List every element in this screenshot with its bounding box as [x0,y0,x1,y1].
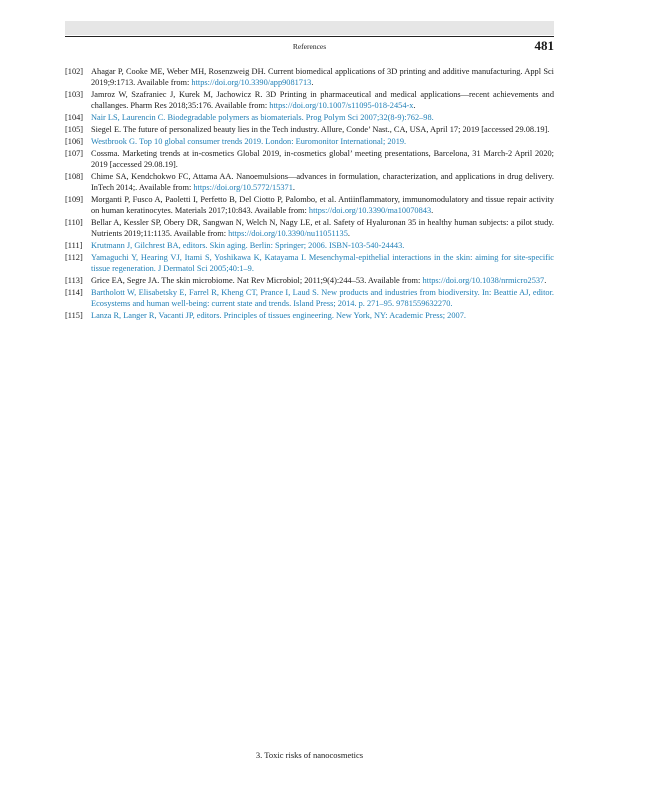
reference-item [65,310,554,321]
reference-tail: . [413,101,416,111]
reference-citation: Grice EA, Segre JA. The skin microbiome. Nat Rev Microbiol; 2011;9(4):244–53. Available from: [91,275,423,285]
reference-item [65,240,554,251]
reference-citation: Ahagar P, Cooke ME, Weber MH, Rosenzweig DH. Current biomedical applications of 3D printing and additive manufacturing. Appl Sci 2019;9:1713. Available from: [91,67,554,88]
reference-item [65,136,554,147]
reference-text [91,240,554,251]
reference-item [65,171,554,194]
chapter-footer: 3. Toxic risks of nanocosmetics [255,750,364,760]
header-bar [65,21,554,35]
reference-item [65,112,554,123]
reference-citation: Siegel E. The future of personalized beauty lies in the Tech industry. Allure, Conde’ Nast., CA, USA, April 17; 2019 [accessed 29.08.19]. [91,124,550,134]
reference-citation-link[interactable]: Nair LS, Laurencin C. Biodegradable polymers as biomaterials. Prog Polym Sci 2007;32(8-9):762–98. [91,113,434,123]
reference-number: [104] [65,113,84,123]
running-head [65,40,554,54]
reference-number: [110] [65,217,83,227]
reference-tail: . [544,275,547,285]
reference-number: [106] [65,136,84,146]
reference-item [65,252,554,275]
reference-text [91,112,554,123]
running-head-title: References [292,42,327,51]
reference-citation: Jamroz W, Szafraniec J, Kurek M, Jachowicz R. 3D Printing in pharmaceutical and medical applications—recent achievements and challanges. Pharm Res 2018;35:176. Available from: [91,90,554,111]
reference-doi-link[interactable]: https://doi.org/10.5772/15371 [193,182,293,192]
reference-citation-link[interactable]: Bartholott W, Elisabetsky E, Farrel R, Kheng CT, Prance I, Laud S. New products and industries from biodiversity. In: Beattie AJ, editor. Ecosystems and human well-being: current state and trends. Island Press; 2014. p. 271–95. 9781559632270. [91,287,554,308]
reference-text [91,194,554,217]
reference-doi-link[interactable]: https://doi.org/10.3390/ma10070843 [308,206,432,216]
reference-number: [112] [65,252,83,262]
reference-number: [111] [65,240,83,250]
reference-citation: Chime SA, Kendchokwo FC, Attama AA. Nanoemulsions—advances in formulation, characterization, and applications in drug delivery. InTech 2014;. Available from: [91,171,554,192]
reference-tail: . [292,182,295,192]
reference-number: [114] [65,287,83,297]
reference-doi-link[interactable]: https://doi.org/10.1007/s11095-018-2454-x [269,101,414,111]
reference-text [91,252,554,275]
reference-tail: . [311,78,314,88]
reference-item [65,194,554,217]
reference-citation-link[interactable]: Krutmann J, Gilchrest BA, editors. Skin aging. Berlin: Springer; 2006. ISBN-103-540-24443. [91,240,405,250]
reference-text [91,171,554,194]
page-number: 481 [534,38,554,53]
reference-number: [107] [65,148,84,158]
reference-citation-link[interactable]: Westbrook G. Top 10 global consumer trends 2019. London: Euromonitor International; 2019. [91,136,407,146]
reference-text [91,89,554,112]
reference-text [91,217,554,240]
reference-item [65,66,554,89]
reference-citation-link[interactable]: Yamaguchi Y, Hearing VJ, Itami S, Yoshikawa K, Katayama I. Mesenchymal-epithelial interactions in the skin: aiming for site-specific tissue regeneration. J Dermatol Sci 2005;40:1–9. [91,252,554,274]
reference-citation: Cossma. Marketing trends at in-cosmetics Global 2019, in-cosmetics global’ meeting presentations, Barcelona, 31 March-2 April 2020; 2019 [accessed 29.08.19]. [91,148,554,169]
reference-text [91,148,554,171]
reference-number: [108] [65,171,84,181]
reference-text [91,275,554,286]
reference-citation: Bellar A, Kessler SP, Obery DR, Sangwan N, Welch N, Nagy LE, et al. Safety of Hyaluronan 35 in healthy human subjects: a pilot study. Nutrients 2019;11:1135. Available from: [91,217,554,239]
reference-item [65,287,554,310]
reference-item [65,124,554,135]
reference-list [65,66,554,322]
reference-doi-link[interactable]: https://doi.org/10.3390/nu11051135 [228,229,348,239]
reference-item [65,275,554,286]
reference-number: [105] [65,124,84,134]
reference-number: [113] [65,275,83,285]
reference-tail: . [347,229,350,239]
reference-doi-link[interactable]: https://doi.org/10.3390/app9081713 [191,78,312,88]
header-rule [65,36,554,37]
reference-citation: Morganti P, Fusco A, Paoletti I, Perfetto B, Del Ciotto P, Palombo, et al. Antiinflammatory, immunomodulatory and tissue repair activity on human keratinocytes. Materials 2017;10:843. Available from: [91,194,554,216]
reference-text [91,287,554,310]
reference-number: [103] [65,90,84,100]
reference-item [65,148,554,171]
reference-doi-link[interactable]: https://doi.org/10.1038/nrmicro2537 [422,275,545,285]
reference-citation-link[interactable]: Lanza R, Langer R, Vacanti JP, editors. Principles of tissues engineering. New York, NY: Academic Press; 2007. [91,310,466,320]
reference-number: [109] [65,194,84,204]
reference-text [91,66,554,89]
reference-number: [115] [65,310,83,320]
reference-text [91,136,554,147]
reference-item [65,89,554,112]
reference-text [91,124,554,135]
reference-text [91,310,554,321]
reference-item [65,217,554,240]
reference-tail: . [431,206,434,216]
reference-number: [102] [65,67,84,76]
